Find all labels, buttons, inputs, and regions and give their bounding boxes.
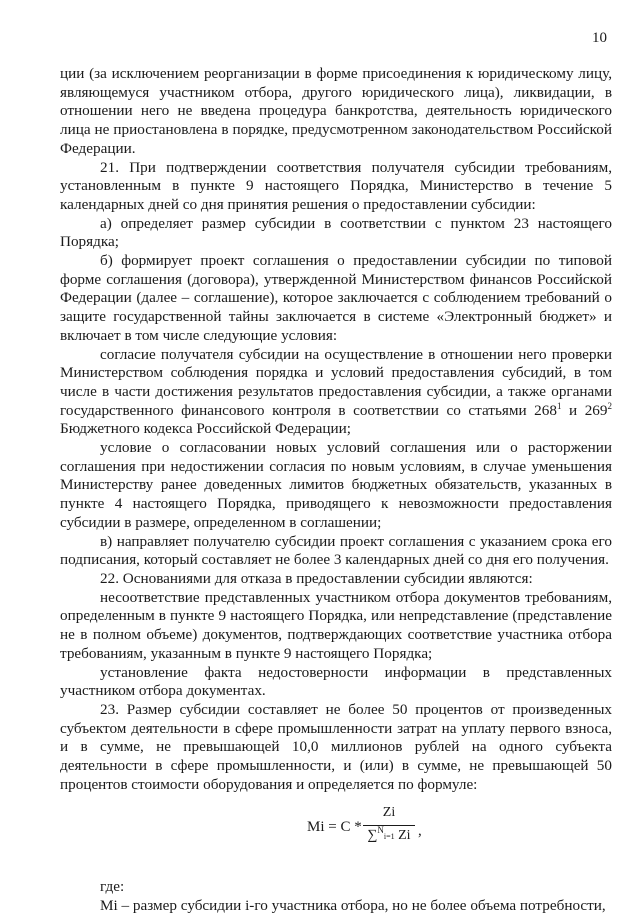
formula-denominator bbox=[363, 827, 415, 847]
paragraph-21-c: в) направляет получателю субсидии проект соглашения с указанием срока его подписания, который составляет не более 3 календарных дней со дня его получения. bbox=[60, 532, 612, 569]
paragraph-21-a: а) определяет размер субсидии в соответствии с пунктом 23 настоящего Порядка; bbox=[60, 214, 612, 251]
formula-lhs: Mi = C * bbox=[307, 819, 362, 836]
superscript-1: 1 bbox=[556, 400, 562, 411]
denominator-var: Zi bbox=[398, 828, 411, 844]
paragraph-21-b: б) формирует проект соглашения о предоставлении субсидии по типовой форме соглашения (договора), утвержденной Министерством финансов Российской Федерации (далее – соглашение), которое заключается с соблюдением требований о защите государственной тайны заключается в системе «Электронный бюджет» и включает в том числе следующие условия: bbox=[60, 252, 612, 344]
subsidy-formula bbox=[60, 800, 612, 860]
paragraph-22: 22. Основаниями для отказа в предоставлении субсидии являются: bbox=[100, 569, 533, 587]
condition-1-mid: и 269 bbox=[561, 401, 608, 419]
sum-symbol: ∑ bbox=[367, 828, 378, 844]
document-body bbox=[60, 65, 612, 916]
sum-upper: N bbox=[377, 825, 384, 836]
where-label: где: bbox=[100, 878, 125, 896]
paragraph-intro: ции (за исключением реорганизации в форме присоединения к юридическому лицу, являющемуся участником отбора, другого юридического лица), ликвидации, в отношении него не введена процедура банкротства, деятельность юридического лица не приостановлена в порядке, предусмотренном законодательством Российской Федерации. bbox=[60, 65, 612, 157]
superscript-2: 2 bbox=[607, 400, 612, 411]
condition-1-text: согласие получателя субсидии на осуществление в отношении него проверки Министерством соблюдения порядка и условий предоставления субсидий, в том числе в части достижения результатов предоставления субсидии, а также органами государственного финансового контроля в соответствии со статьями 268 bbox=[60, 345, 612, 419]
page-number: 10 bbox=[592, 30, 607, 46]
fraction-bar bbox=[363, 825, 415, 826]
paragraph-22-ground-2: установление факта недостоверности информации в представленных участником отбора документах. bbox=[60, 663, 612, 700]
formula-comma: , bbox=[418, 823, 422, 840]
paragraph-21-b-condition-1 bbox=[60, 346, 612, 440]
condition-1-end: Бюджетного кодекса Российской Федерации; bbox=[60, 420, 351, 438]
paragraph-23: 23. Размер субсидии составляет не более 50 процентов от произведенных субъектом деятельности в сфере промышленности затрат на уплату первого взноса, и в сумме, не превышающей 10,0 миллионов рублей на одного субъекта деятельности в сфере промышленности, и (или) в сумме, не превышающей 50 процентов стоимости оборудования и определяется по формуле: bbox=[60, 700, 612, 793]
paragraph-21: 21. При подтверждении соответствия получателя субсидии требованиям, установленным в пункте 9 настоящего Порядка, Министерство в течение 5 календарных дней со дня принятия решения о предоставлении субсидии: bbox=[60, 158, 612, 213]
paragraph-22-ground-1: несоответствие представленных участником отбора документов требованиям, определенным в пункте 9 настоящего Порядка, или непредставление (представление не в полном объеме) документов, подтверждающих соответствие участника отбора требованиям, указанным в пункте 9 настоящего Порядка; bbox=[60, 588, 612, 662]
formula-numerator: Zi bbox=[382, 805, 396, 821]
mi-definition: Mi – размер субсидии i-го участника отбора, но не более объема потребности, bbox=[100, 897, 606, 915]
formula-fraction bbox=[363, 804, 415, 846]
sum-lower: i=1 bbox=[383, 832, 395, 842]
paragraph-21-b-condition-2: условие о согласовании новых условий соглашения или о расторжении соглашения при недостижении согласия по новым условиям, в случае уменьшения Министерству ранее доведенных лимитов бюджетных обязательств, указанных в пункте 4 настоящего Порядка, приводящего к невозможности предоставления субсидии в размере, определенном в соглашении; bbox=[60, 439, 612, 531]
